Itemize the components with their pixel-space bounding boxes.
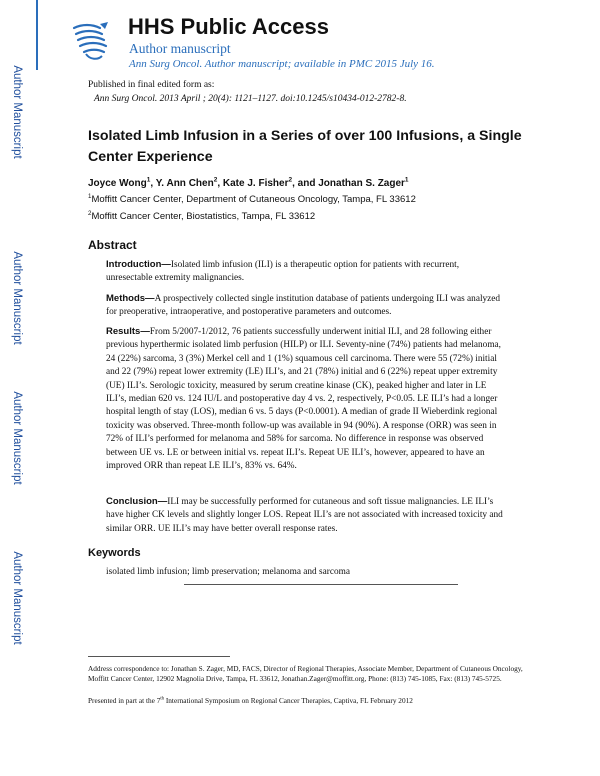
affiliation: $^2$Moffitt Cancer Center, Biostatistics, Tampa, FL 33612 <box>88 209 316 222</box>
abstract-methods: Methods—A prospectively collected single institution database of patients undergoing ILI was analyzed for preoperative, intraoperative, and postoperative parameters and outcomes. <box>106 293 501 318</box>
abstract-heading: Abstract <box>88 238 137 252</box>
hhs-public-access-title: HHS Public Access <box>128 14 329 39</box>
correspondence-footnote: Address correspondence to: Jonathan S. Zager, MD, FACS, Director of Regional Therapies, Associate Member, Department of Cutaneous Oncology, Moffitt Cancer Center, 12902 Magnolia Drive, Tampa, FL 33612, Jonathan.Zager@moffitt.org, Phone: (813) 745-1085, Fax: (813) 745-5725. <box>88 664 523 683</box>
presentation-footnote: Presented in part at the 7th International Symposium on Regional Cancer Therapies, Captiva, FL February 2012 <box>88 696 413 705</box>
author-name: Y. Ann Chen <box>155 178 214 189</box>
published-line: Published in final edited form as: <box>88 80 215 90</box>
footnote-rule <box>88 656 230 657</box>
header-divider <box>36 0 38 70</box>
author-manuscript-sidebar: Author Manuscript Author Manuscript Author Manuscript Author Manuscript <box>11 65 23 645</box>
citation: Ann Surg Oncol. 2013 April ; 20(4): 1121–1127. doi:10.1245/s10434-012-2782-8. <box>94 94 407 104</box>
article-title: Isolated Limb Infusion in a Series of over 100 Infusions, a Single Center Experience <box>88 128 522 165</box>
separator-rule <box>184 584 458 585</box>
abstract-results: Results—From 5/2007-1/2012, 76 patients successfully underwent initial ILI, and 28 following either previous hyperthermic isolated limb perfusion (HILP) or ILI. Seventy-nine (74%) patients had melanoma, 24 (22%) sarcoma, 3 (3%) Merkel cell and 1 (1%) squamous cell carcinoma. There were 55 (72%) initial and 22 (79%) repeat lower extremity (LE) ILI’s, and 21 (78%) initial and 6 (22%) repeat upper extremity (UE) ILI’s. Serologic toxicity, measured by serum creatine kinase (CK), peaked higher and later in LE ILI’s, median 620 vs. 124 IU/L and postoperative day 4 vs. 2, respectively, P<0.05. LE ILI’s had a longer hospital length of stay (LOS), median 6 vs. 5 days (P<0.0001). A median of grade II Wieberdink regional toxicity was observed. Three-month follow-up was available in 94 (90%). A response (ORR) was seen in 72% of ILI’s performed for melanoma and 58% for sarcoma. No difference in response was observed between UE vs. LE or between initial vs. repeat ILI’s. Repeat UE ILI’s, however, appeared to have an improved ORR than repeat LE ILI’s, 83% vs. 64%. <box>106 326 502 472</box>
author-name: Kate J. Fisher <box>222 178 289 189</box>
keywords-heading: Keywords <box>88 547 141 559</box>
abstract-conclusion: Conclusion—ILI may be successfully performed for cutaneous and soft tissue malignancies. LE ILI’s have higher CK levels and slightly longer LOS. Repeat ILI’s are not associated with increased toxicity and similar ORR. UE ILI’s may have better overall response rates. <box>106 496 503 534</box>
availability-line: Ann Surg Oncol. Author manuscript; available in PMC 2015 July 16. <box>129 58 435 70</box>
hhs-eagle-logo-icon <box>70 18 112 62</box>
author-name: Joyce Wong <box>88 178 147 189</box>
author-list: Joyce Wong$^1$, Y. Ann Chen$^2$, Kate J. Fisher$^2$, and Jonathan S. Zager$^1$ <box>88 176 409 189</box>
abstract-introduction: Introduction—Isolated limb infusion (ILI) is a therapeutic option for patients with recurrent, unresectable extremity malignancies. <box>106 259 460 284</box>
author-manuscript-label: Author manuscript <box>129 41 231 56</box>
affiliation: $^1$Moffitt Cancer Center, Department of Cutaneous Oncology, Tampa, FL 33612 <box>88 192 416 205</box>
author-name: Jonathan S. Zager <box>318 178 405 189</box>
keywords-text: isolated limb infusion; limb preservation; melanoma and sarcoma <box>106 567 350 577</box>
